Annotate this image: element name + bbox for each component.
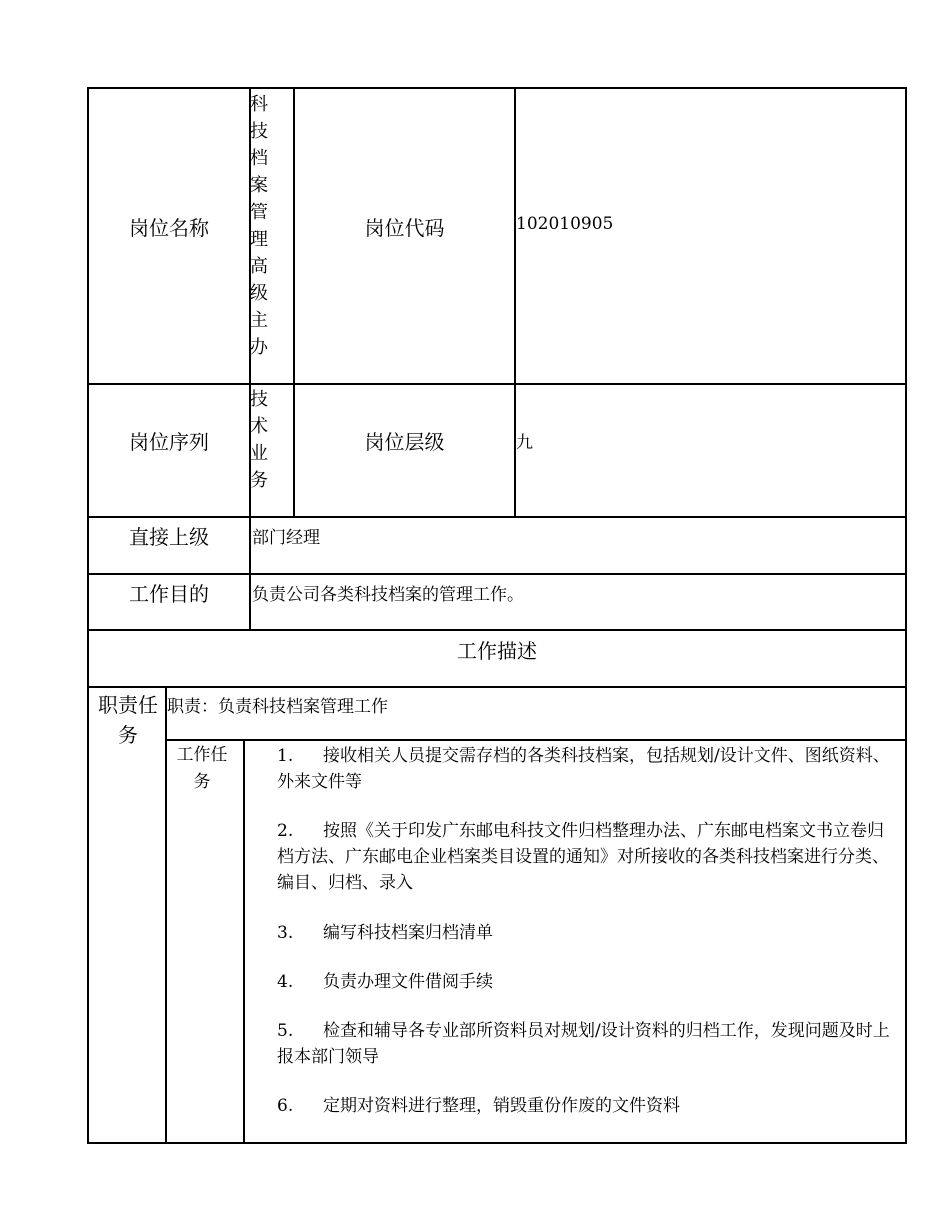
task-text: 接收相关人员提交需存档的各类科技档案，包括规划/设计文件、图纸资料、外来文件等 xyxy=(277,746,890,792)
task-item xyxy=(277,920,897,946)
table-border-right xyxy=(905,87,907,1144)
task-number: 5. xyxy=(277,1021,294,1041)
task-item xyxy=(277,1093,897,1119)
purpose-value: 负责公司各类科技档案的管理工作。 xyxy=(252,585,524,605)
row-divider xyxy=(87,686,907,688)
duty-text: 职责：负责科技档案管理工作 xyxy=(167,697,388,717)
task-item xyxy=(277,969,897,995)
row-divider xyxy=(87,516,907,518)
table-border-top xyxy=(87,87,907,89)
row-divider xyxy=(87,629,907,631)
table-border-left xyxy=(87,87,89,1144)
position-level-value: 九 xyxy=(516,433,533,453)
duty-label: 职责任务 xyxy=(98,693,158,747)
task-number: 3. xyxy=(277,923,294,943)
task-number: 6. xyxy=(277,1096,294,1116)
task-text: 检查和辅导各专业部所资料员对规划/设计资料的归档工作，发现问题及时上报本部门领导 xyxy=(277,1021,890,1067)
task-item xyxy=(277,1018,897,1070)
supervisor-label: 直接上级 xyxy=(129,525,209,549)
task-number: 1. xyxy=(277,746,294,766)
position-sequence-label: 岗位序列 xyxy=(129,430,209,454)
row-divider xyxy=(87,573,907,575)
table-border-bottom xyxy=(87,1142,907,1144)
column-divider xyxy=(243,739,245,1144)
task-text: 定期对资料进行整理，销毁重份作废的文件资料 xyxy=(323,1096,680,1116)
task-item xyxy=(277,743,897,795)
task-text: 按照《关于印发广东邮电科技文件归档整理办法、广东邮电档案文书立卷归档方法、广东邮电企业档案类目设置的通知》对所接收的各类科技档案进行分类、编目、归档、录入 xyxy=(277,821,889,893)
supervisor-value: 部门经理 xyxy=(252,528,320,548)
position-level-label: 岗位层级 xyxy=(364,430,445,454)
row-divider xyxy=(87,383,907,385)
position-code-value: 102010905 xyxy=(516,214,614,234)
task-text: 负责办理文件借阅手续 xyxy=(323,972,493,992)
section-title: 工作描述 xyxy=(457,639,537,663)
purpose-label: 工作目的 xyxy=(129,582,209,606)
position-name-value: 科技档案管理高级主办 xyxy=(250,94,268,358)
task-item xyxy=(277,818,897,896)
position-code-label: 岗位代码 xyxy=(364,216,445,240)
position-sequence-value: 技术业务 xyxy=(250,389,268,491)
task-label: 工作任务 xyxy=(176,745,228,792)
column-divider xyxy=(165,686,167,1144)
position-name-label: 岗位名称 xyxy=(129,216,209,240)
task-text: 编写科技档案归档清单 xyxy=(323,923,493,943)
task-number: 4. xyxy=(277,972,294,992)
row-divider xyxy=(165,739,907,741)
task-number: 2. xyxy=(277,821,294,841)
